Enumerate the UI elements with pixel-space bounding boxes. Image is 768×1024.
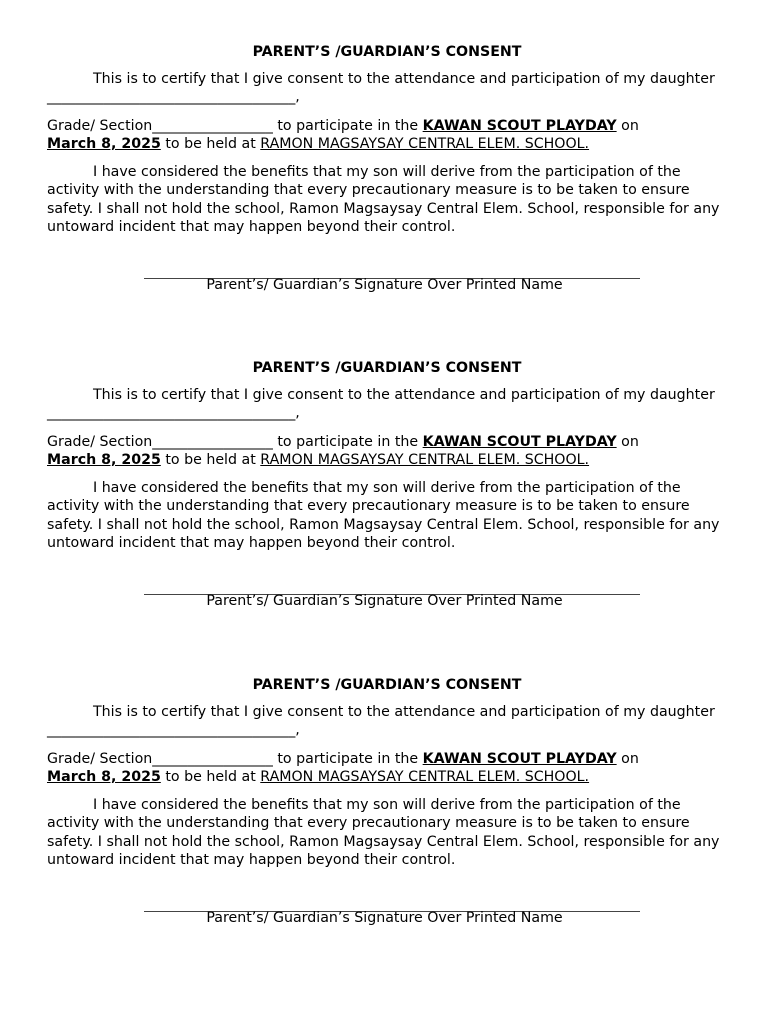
- consent-form-2: [47, 358, 727, 609]
- event-name: KAWAN SCOUT PLAYDAY: [422, 117, 617, 134]
- event-details: [47, 750, 727, 787]
- signature-label: Parent’s/ Guardian’s Signature Over Printed Name: [206, 910, 563, 926]
- form-title: PARENT’S /GUARDIAN’S CONSENT: [252, 677, 522, 693]
- event-date: March 8, 2025: [47, 135, 161, 152]
- grade-section-blank: _________________: [152, 750, 273, 767]
- event-venue: RAMON MAGSAYSAY CENTRAL ELEM. SCHOOL.: [260, 135, 590, 152]
- participate-text: to participate in the: [272, 750, 423, 767]
- held-text: to be held at: [160, 135, 261, 152]
- event-venue: RAMON MAGSAYSAY CENTRAL ELEM. SCHOOL.: [260, 451, 590, 468]
- waiver-paragraph: I have considered the benefits that my son will derive from the participation of the activity with the understanding that every precautionary measure is to be taken to ensure safety. I shall not hold the school, Ramon Magsaysay Central Elem. School, responsible for any untoward incident that may happen beyond their control.: [47, 797, 720, 869]
- event-date: March 8, 2025: [47, 768, 161, 785]
- consent-form-1: [47, 42, 727, 293]
- daughter-name-blank: ___________________________________,: [47, 89, 300, 106]
- event-name: KAWAN SCOUT PLAYDAY: [422, 433, 617, 450]
- waiver-paragraph: I have considered the benefits that my son will derive from the participation of the activity with the understanding that every precautionary measure is to be taken to ensure safety. I shall not hold the school, Ramon Magsaysay Central Elem. School, responsible for any untoward incident that may happen beyond their control.: [47, 164, 720, 236]
- daughter-name-blank: ___________________________________,: [47, 722, 300, 739]
- held-text: to be held at: [160, 768, 261, 785]
- participate-text: to participate in the: [272, 117, 423, 134]
- event-details: [47, 433, 727, 470]
- consent-text: This is to certify that I give consent to the attendance and participation of my daughter: [93, 71, 715, 87]
- on-text: on: [616, 117, 639, 134]
- held-text: to be held at: [160, 451, 261, 468]
- consent-form-3: [47, 675, 727, 926]
- event-name: KAWAN SCOUT PLAYDAY: [422, 750, 617, 767]
- daughter-name-blank: ___________________________________,: [47, 405, 300, 422]
- grade-section-label: Grade/ Section: [47, 433, 153, 450]
- waiver-paragraph: I have considered the benefits that my son will derive from the participation of the activity with the understanding that every precautionary measure is to be taken to ensure safety. I shall not hold the school, Ramon Magsaysay Central Elem. School, responsible for any untoward incident that may happen beyond their control.: [47, 480, 720, 552]
- grade-section-blank: _________________: [152, 433, 273, 450]
- on-text: on: [616, 750, 639, 767]
- grade-section-label: Grade/ Section: [47, 117, 153, 134]
- event-venue: RAMON MAGSAYSAY CENTRAL ELEM. SCHOOL.: [260, 768, 590, 785]
- grade-section-blank: _________________: [152, 117, 273, 134]
- consent-statement: [47, 70, 727, 107]
- event-date: March 8, 2025: [47, 451, 161, 468]
- participate-text: to participate in the: [272, 433, 423, 450]
- event-details: [47, 117, 727, 154]
- signature-label: Parent’s/ Guardian’s Signature Over Printed Name: [206, 277, 563, 293]
- consent-statement: [47, 703, 727, 740]
- consent-statement: [47, 386, 727, 423]
- signature-label: Parent’s/ Guardian’s Signature Over Printed Name: [206, 593, 563, 609]
- grade-section-label: Grade/ Section: [47, 750, 153, 767]
- consent-text: This is to certify that I give consent to the attendance and participation of my daughter: [93, 704, 715, 720]
- form-title: PARENT’S /GUARDIAN’S CONSENT: [252, 44, 522, 60]
- form-title: PARENT’S /GUARDIAN’S CONSENT: [252, 360, 522, 376]
- on-text: on: [616, 433, 639, 450]
- consent-text: This is to certify that I give consent to the attendance and participation of my daughter: [93, 387, 715, 403]
